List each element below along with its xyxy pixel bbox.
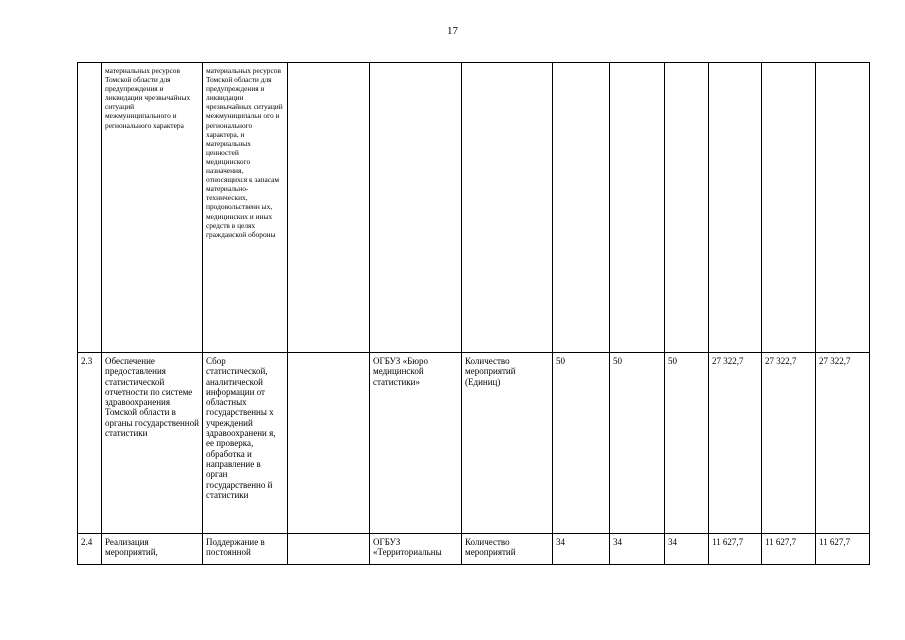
cell-value-3: 50 <box>665 353 709 534</box>
cell-executor: ОГБУЗ «Территориальны <box>370 534 462 565</box>
page-number: 17 <box>447 25 458 37</box>
cell-activity-name: Обеспечение предоставления статистической отчетности по системе здравоохранения Томской области в органы государственной статистики <box>102 353 203 534</box>
table-row <box>78 534 870 565</box>
table-row <box>78 63 870 353</box>
cell-funding-1: 11 627,7 <box>709 534 762 565</box>
cell-indicator: Количество мероприятий (Единиц) <box>462 353 553 534</box>
cell-activity-name: материальных ресурсов Томской области для предупреждения и ликвидации чрезвычайных ситуаций межмуниципального и регионального характера <box>102 63 203 353</box>
cell-indicator: Количество мероприятий <box>462 534 553 565</box>
cell-value-3: 34 <box>665 534 709 565</box>
cell-activity-name: Реализация мероприятий, <box>102 534 203 565</box>
cell-empty <box>288 353 370 534</box>
cell-empty <box>288 63 370 353</box>
cell-funding-3 <box>816 63 870 353</box>
cell-activity-description: Поддержание в постоянной <box>203 534 288 565</box>
cell-funding-2 <box>762 63 816 353</box>
cell-number: 2.3 <box>78 353 102 534</box>
cell-empty <box>288 534 370 565</box>
cell-activity-description: Сбор статистической, аналитической информации от областных государственны х учреждений здравоохранени я, ее проверка, обработка и направление в орган государственно й статистики <box>203 353 288 534</box>
cell-value-2 <box>610 63 665 353</box>
cell-funding-3: 27 322,7 <box>816 353 870 534</box>
cell-executor <box>370 63 462 353</box>
cell-value-1: 50 <box>553 353 610 534</box>
cell-funding-2: 11 627,7 <box>762 534 816 565</box>
cell-number <box>78 63 102 353</box>
cell-activity-description: материальных ресурсов Томской области для предупреждения и ликвидации чрезвычайных ситуаций межмуниципальн ого и регионального характера, и материальных ценностей медицинского назначения, относящихся к запасам материально-технических, продовольственн ых, медицинских и иных средств в целях гражданской обороны <box>203 63 288 353</box>
cell-funding-1 <box>709 63 762 353</box>
cell-value-2: 50 <box>610 353 665 534</box>
cell-value-2: 34 <box>610 534 665 565</box>
cell-funding-2: 27 322,7 <box>762 353 816 534</box>
cell-indicator <box>462 63 553 353</box>
cell-number: 2.4 <box>78 534 102 565</box>
cell-value-1: 34 <box>553 534 610 565</box>
cell-funding-3: 11 627,7 <box>816 534 870 565</box>
cell-value-3 <box>665 63 709 353</box>
cell-value-1 <box>553 63 610 353</box>
cell-executor: ОГБУЗ «Бюро медицинской статистики» <box>370 353 462 534</box>
table-row <box>78 353 870 534</box>
program-activities-table <box>77 62 870 565</box>
cell-funding-1: 27 322,7 <box>709 353 762 534</box>
